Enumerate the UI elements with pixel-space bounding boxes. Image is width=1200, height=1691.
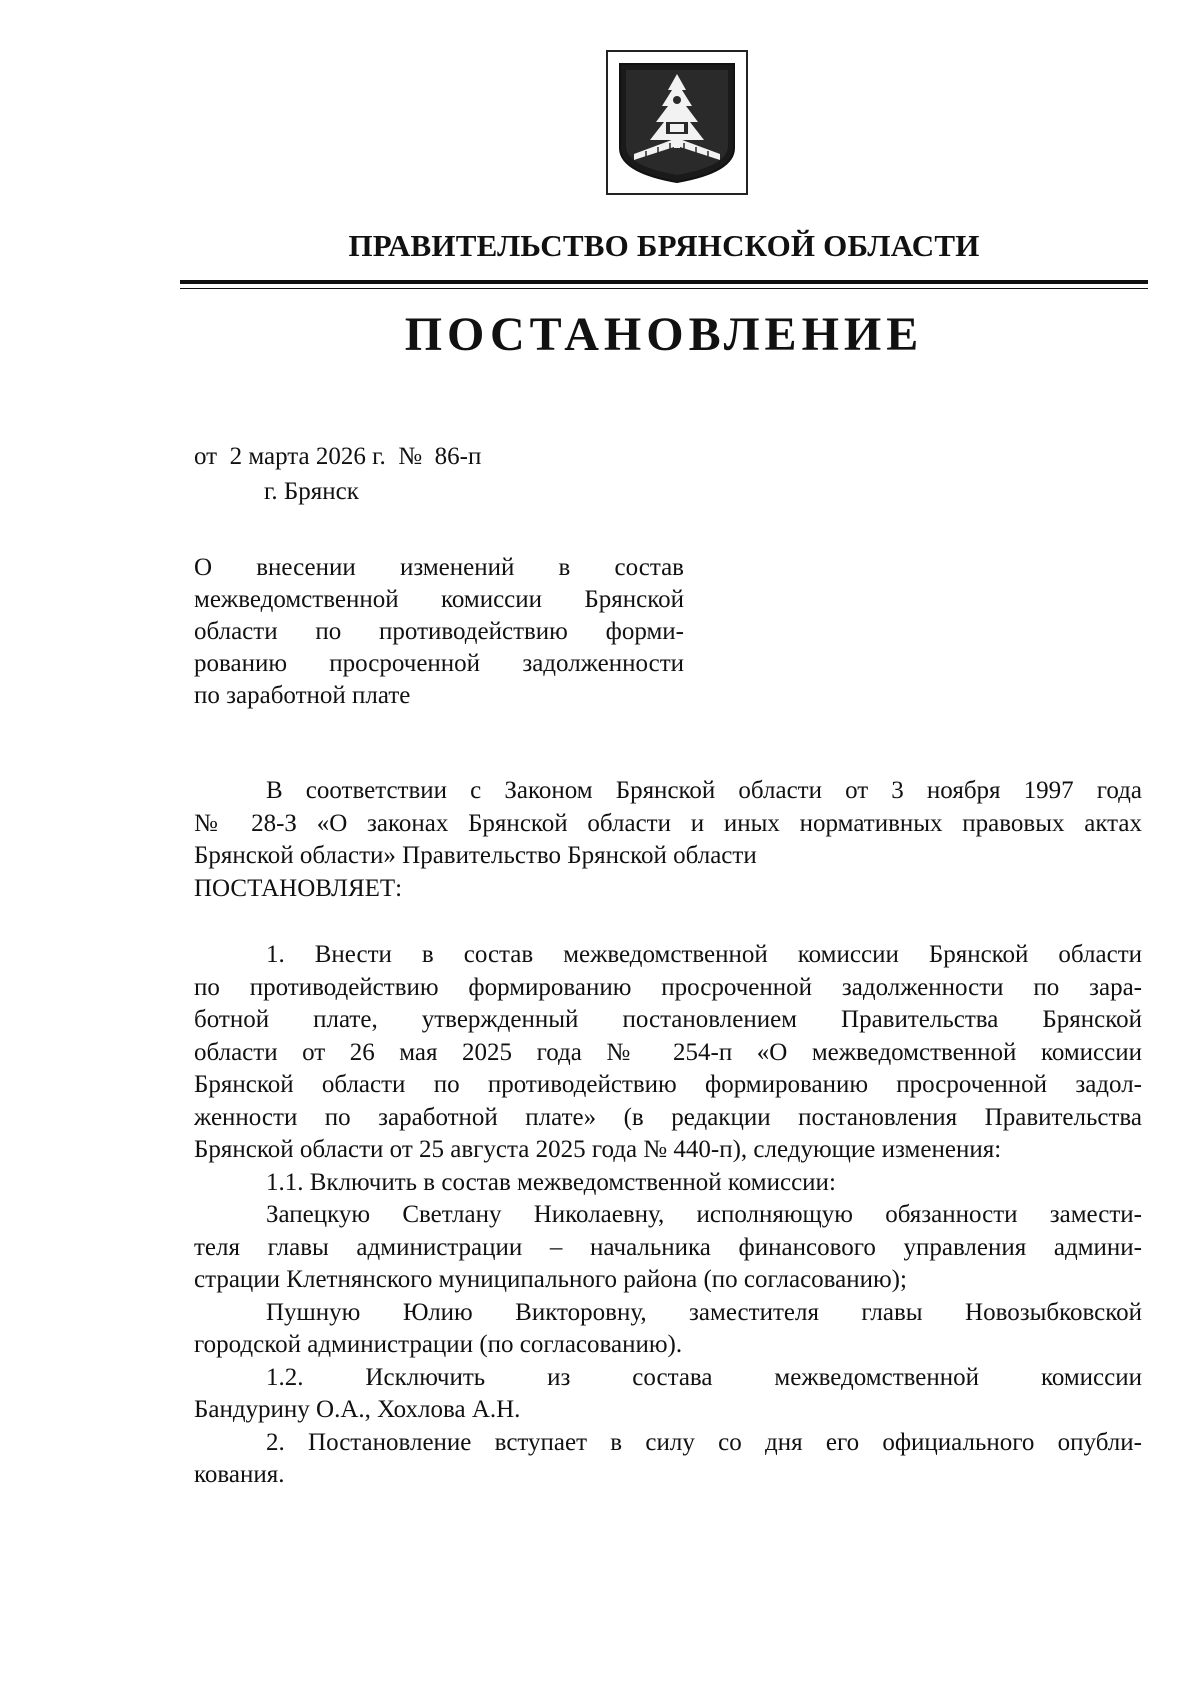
subject-line: О внесении изменений в состав bbox=[194, 554, 684, 581]
clause-line: кования. bbox=[194, 1461, 285, 1488]
clause-line: области от 26 мая 2025 года № 254-п «О межведомственной комиссии bbox=[194, 1038, 1142, 1066]
clause-line: Пушную Юлию Викторовну, заместителя главы Новозыбковской bbox=[266, 1298, 1142, 1326]
clause-line: теля главы администрации – начальника финансового управления админи- bbox=[194, 1233, 1142, 1261]
subject-line: межведомственной комиссии Брянской bbox=[194, 586, 684, 613]
subject-line: рованию просроченной задолженности bbox=[194, 650, 684, 677]
document-type-title: ПОСТАНОВЛЕНИЕ bbox=[404, 308, 924, 361]
document-city: г. Брянск bbox=[264, 478, 359, 505]
document-date-number: от 2 марта 2026 г. № 86-п bbox=[194, 443, 482, 470]
clause-line: 1.2. Исключить из состава межведомственной комиссии bbox=[266, 1363, 1142, 1391]
government-title: ПРАВИТЕЛЬСТВО БРЯНСКОЙ ОБЛАСТИ bbox=[348, 228, 980, 263]
clause-line: Бандурину О.А., Хохлова А.Н. bbox=[194, 1396, 521, 1423]
clause-line: ботной плате, утвержденный постановлением Правительства Брянской bbox=[194, 1006, 1142, 1033]
subject-line: по заработной плате bbox=[194, 682, 411, 709]
preamble-line: Брянской области» Правительство Брянской области bbox=[194, 842, 757, 869]
preamble-line: № 28-З «О законах Брянской области и иных нормативных правовых актах bbox=[194, 809, 1142, 837]
document-subject bbox=[194, 552, 684, 712]
clause-line: Брянской области от 25 августа 2025 года № 440-п), следующие изменения: bbox=[194, 1136, 1002, 1163]
clause-line: страции Клетнянского муниципального района (по согласованию); bbox=[194, 1266, 907, 1293]
subject-line: области по противодействию форми- bbox=[194, 618, 684, 645]
clause-line: Брянской области по противодействию формированию просроченной задол- bbox=[194, 1071, 1142, 1098]
resolves-heading: ПОСТАНОВЛЯЕТ: bbox=[194, 874, 403, 902]
clause-line: по противодействию формированию просроченной задолженности по зара- bbox=[194, 973, 1142, 1001]
clause-line: 1. Внести в состав межведомственной комиссии Брянской области bbox=[266, 941, 1142, 968]
coat-of-arms bbox=[606, 50, 748, 195]
clause-line: 1.1. Включить в состав межведомственной комиссии: bbox=[266, 1168, 836, 1196]
clause-line: городской администрации (по согласованию). bbox=[194, 1331, 683, 1358]
clause-line: 2. Постановление вступает в силу со дня его официального опубли- bbox=[266, 1428, 1142, 1456]
clause-line: Запецкую Светлану Николаевну, исполняющую обязанности замести- bbox=[266, 1201, 1142, 1228]
header-divider-thin bbox=[180, 288, 1148, 289]
clause-line: женности по заработной плате» (в редакции постановления Правительства bbox=[194, 1103, 1142, 1131]
bryansk-coat-of-arms-icon bbox=[616, 60, 738, 185]
header-divider-thick bbox=[180, 280, 1148, 284]
preamble-line: В соответствии с Законом Брянской области от 3 ноября 1997 года bbox=[266, 777, 1142, 804]
document-body bbox=[194, 775, 1142, 1492]
